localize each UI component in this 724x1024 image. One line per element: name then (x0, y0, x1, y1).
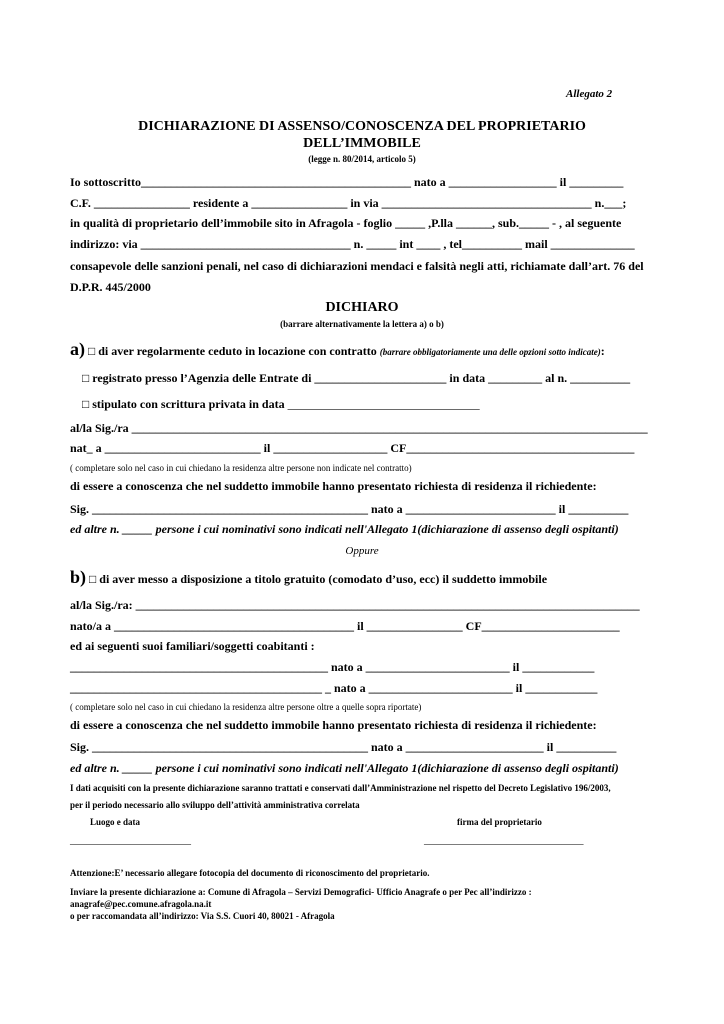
intro-line-3: in qualità di proprietario dell’immobile sito in Afragola - foglio _____ ,P.lla ______, sub._____ - , al seguente (70, 216, 622, 230)
section-b-familiare-2: __________________________________________ _ nato a ________________________ il ____________ (70, 681, 598, 695)
section-b-note: ( completare solo nel caso in cui chiedano la residenza altre persone oltre a quelle sopra riportate) (70, 702, 422, 712)
intro-line-2: C.F. ________________ residente a ________________ in via ___________________________________ n.___; (70, 196, 627, 210)
section-b-letter: b) (70, 567, 87, 587)
section-a-letter: a) (70, 339, 85, 359)
section-b-familiare-1: ___________________________________________ nato a ________________________ il ____________ (70, 660, 595, 674)
section-a-checkbox[interactable]: □ (88, 344, 96, 358)
section-b-text: di aver messo a disposizione a titolo gratuito (comodato d’uso, ecc) il suddetto immobile (96, 572, 548, 586)
inviare-line-1: Inviare la presente dichiarazione a: Comune di Afragola – Servizi Demografici- Ufficio Anagrafe o per Pec all’indirizzo : (70, 887, 532, 897)
intro-line-1: Io sottoscritto_____________________________________________ nato a __________________ il _________ (70, 175, 624, 189)
oppure-label: Oppure (345, 545, 379, 557)
document-title-line1: DICHIARAZIONE DI ASSENSO/CONOSCENZA DEL PROPRIETARIO (138, 119, 586, 134)
privacy-line-2: per il periodo necessario allo sviluppo dell’attività amministrativa correlata (70, 800, 360, 810)
option-scrittura-label: □ stipulato con scrittura privata in data (82, 397, 285, 411)
section-a-text: di aver regolarmente ceduto in locazione con contratto (95, 344, 380, 358)
intro-line-6: D.P.R. 445/2000 (70, 280, 151, 294)
attenzione-note: Attenzione:E’ necessario allegare fotocopia del documento di riconoscimento del proprietario. (70, 868, 430, 878)
document-title-line2: DELL’IMMOBILE (303, 136, 421, 151)
section-a-colon: : (600, 344, 605, 358)
option-scrittura-privata[interactable] (82, 397, 480, 411)
pec-email[interactable]: anagrafe@pec.comune.afragola.na.it (70, 899, 212, 909)
section-a-note: ( completare solo nel caso in cui chiedano la residenza altre persone non indicate nel contratto) (70, 463, 412, 473)
section-a-sig-line: Sig. ______________________________________________ nato a _________________________ il __________ (70, 502, 629, 516)
luogo-data-label: Luogo e data (90, 817, 141, 827)
intro-line-4: indirizzo: via ___________________________________ n. _____ int ____ , tel__________ mail ______________ (70, 237, 635, 251)
section-a-nat-line: nat_ a __________________________ il ___________________ CF______________________________________ (70, 441, 635, 455)
section-b-checkbox[interactable]: □ (89, 572, 97, 586)
section-b-familiari: ed ai seguenti suoi familiari/soggetti coabitanti : (70, 639, 315, 653)
privacy-line-1: I dati acquisiti con la presente dichiarazione saranno trattati e conservati dall’Amministrazione nel rispetto del Decreto Legislativo 196/2003, (70, 783, 611, 793)
section-a-conoscenza: di essere a conoscenza che nel suddetto immobile hanno presentato richiesta di residenza il richiedente: (70, 479, 597, 493)
section-a-note: (barrare obbligatoriamente una delle opzioni sotto indicate) (379, 347, 601, 357)
option-scrittura-blank: ________________________________ (287, 397, 480, 411)
section-b-alla-line: al/la Sig./ra: ____________________________________________________________________________________ (70, 598, 640, 612)
section-b-altre: ed altre n. _____ persone i cui nominativi sono indicati nell'Allegato 1(dichiarazione di assenso degli ospitanti) (70, 761, 619, 775)
section-a-alla-line: al/la Sig./ra ______________________________________________________________________________________ (70, 421, 648, 435)
section-b-sig-line: Sig. ______________________________________________ nato a _______________________ il __________ (70, 740, 617, 754)
dichiaro-heading: DICHIARO (325, 300, 399, 315)
luogo-data-field[interactable]: ______________________ (70, 834, 191, 846)
section-a-line (70, 339, 605, 362)
section-b-nato-line: nato/a a ________________________________________ il ________________ CF_______________________ (70, 619, 620, 633)
inviare-line-3: o per raccomandata all’indirizzo: Via S.S. Cuori 40, 80021 - Afragola (70, 911, 335, 921)
firma-field[interactable]: _____________________________ (424, 834, 584, 846)
option-registrato[interactable]: □ registrato presso l’Agenzia delle Entrate di ______________________ in data _________ al n. __________ (82, 371, 631, 385)
section-a-altre: ed altre n. _____ persone i cui nominativi sono indicati nell'Allegato 1(dichiarazione di assenso degli ospitanti) (70, 522, 619, 536)
intro-line-5: consapevole delle sanzioni penali, nel caso di dichiarazioni mendaci e falsità negli atti, richiamate dall’art. 76 del (70, 259, 644, 273)
firma-label: firma del proprietario (457, 817, 542, 827)
allegato-label: Allegato 2 (566, 88, 613, 100)
legge-reference: (legge n. 80/2014, articolo 5) (308, 154, 416, 164)
section-b-conoscenza: di essere a conoscenza che nel suddetto immobile hanno presentato richiesta di residenza il richiedente: (70, 718, 597, 732)
section-b-line (70, 567, 547, 589)
dichiaro-subheading: (barrare alternativamente la lettera a) o b) (280, 319, 444, 329)
